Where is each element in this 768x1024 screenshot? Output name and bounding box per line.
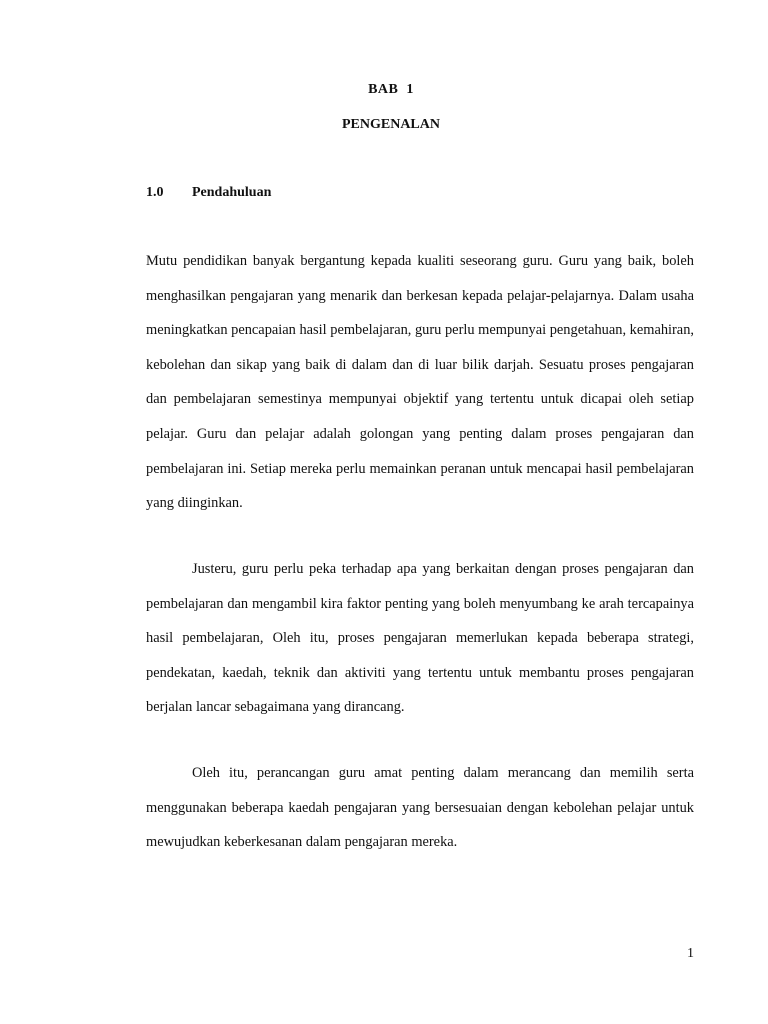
- paragraph-1: Mutu pendidikan banyak bergantung kepada kualiti seseorang guru. Guru yang baik, boleh menghasilkan pengajaran yang menarik dan berkesan kepada pelajar-pelajarnya. Dalam usaha meningkatkan pencapaian hasil pembelajaran, guru perlu mempunyai pengetahuan, kemahiran, kebolehan dan sikap yang baik di dalam dan di luar bilik darjah. Sesuatu proses pengajaran dan pembelajaran semestinya mempunyai objektif yang tertentu untuk dicapai oleh setiap pelajar. Guru dan pelajar adalah golongan yang penting dalam proses pengajaran dan pembelajaran ini. Setiap mereka perlu memainkan peranan untuk mencapai hasil pembelajaran yang diinginkan.: [146, 253, 694, 512]
- section-number: 1.0: [146, 185, 164, 200]
- section-heading: [146, 185, 271, 201]
- chapter-title: PENGENALAN: [341, 117, 440, 132]
- section-title: Pendahuluan: [192, 185, 272, 200]
- chapter-number: BAB 1: [368, 82, 414, 97]
- page-number: 1: [687, 946, 694, 961]
- paragraph-2: Justeru, guru perlu peka terhadap apa yang berkaitan dengan proses pengajaran dan pembelajaran dan mengambil kira faktor penting yang boleh menyumbang ke arah tercapainya hasil pembelajaran, Oleh itu, proses pengajaran memerlukan kepada beberapa strategi, pendekatan, kaedah, teknik dan aktiviti yang tertentu untuk membantu proses pengajaran berjalan lancar sebagaimana yang dirancang.: [146, 561, 694, 716]
- paragraph-3: Oleh itu, perancangan guru amat penting dalam merancang dan memilih serta menggunakan beberapa kaedah pengajaran yang bersesuaian dengan kebolehan pelajar untuk mewujudkan keberkesanan dalam pengajaran mereka.: [146, 765, 694, 851]
